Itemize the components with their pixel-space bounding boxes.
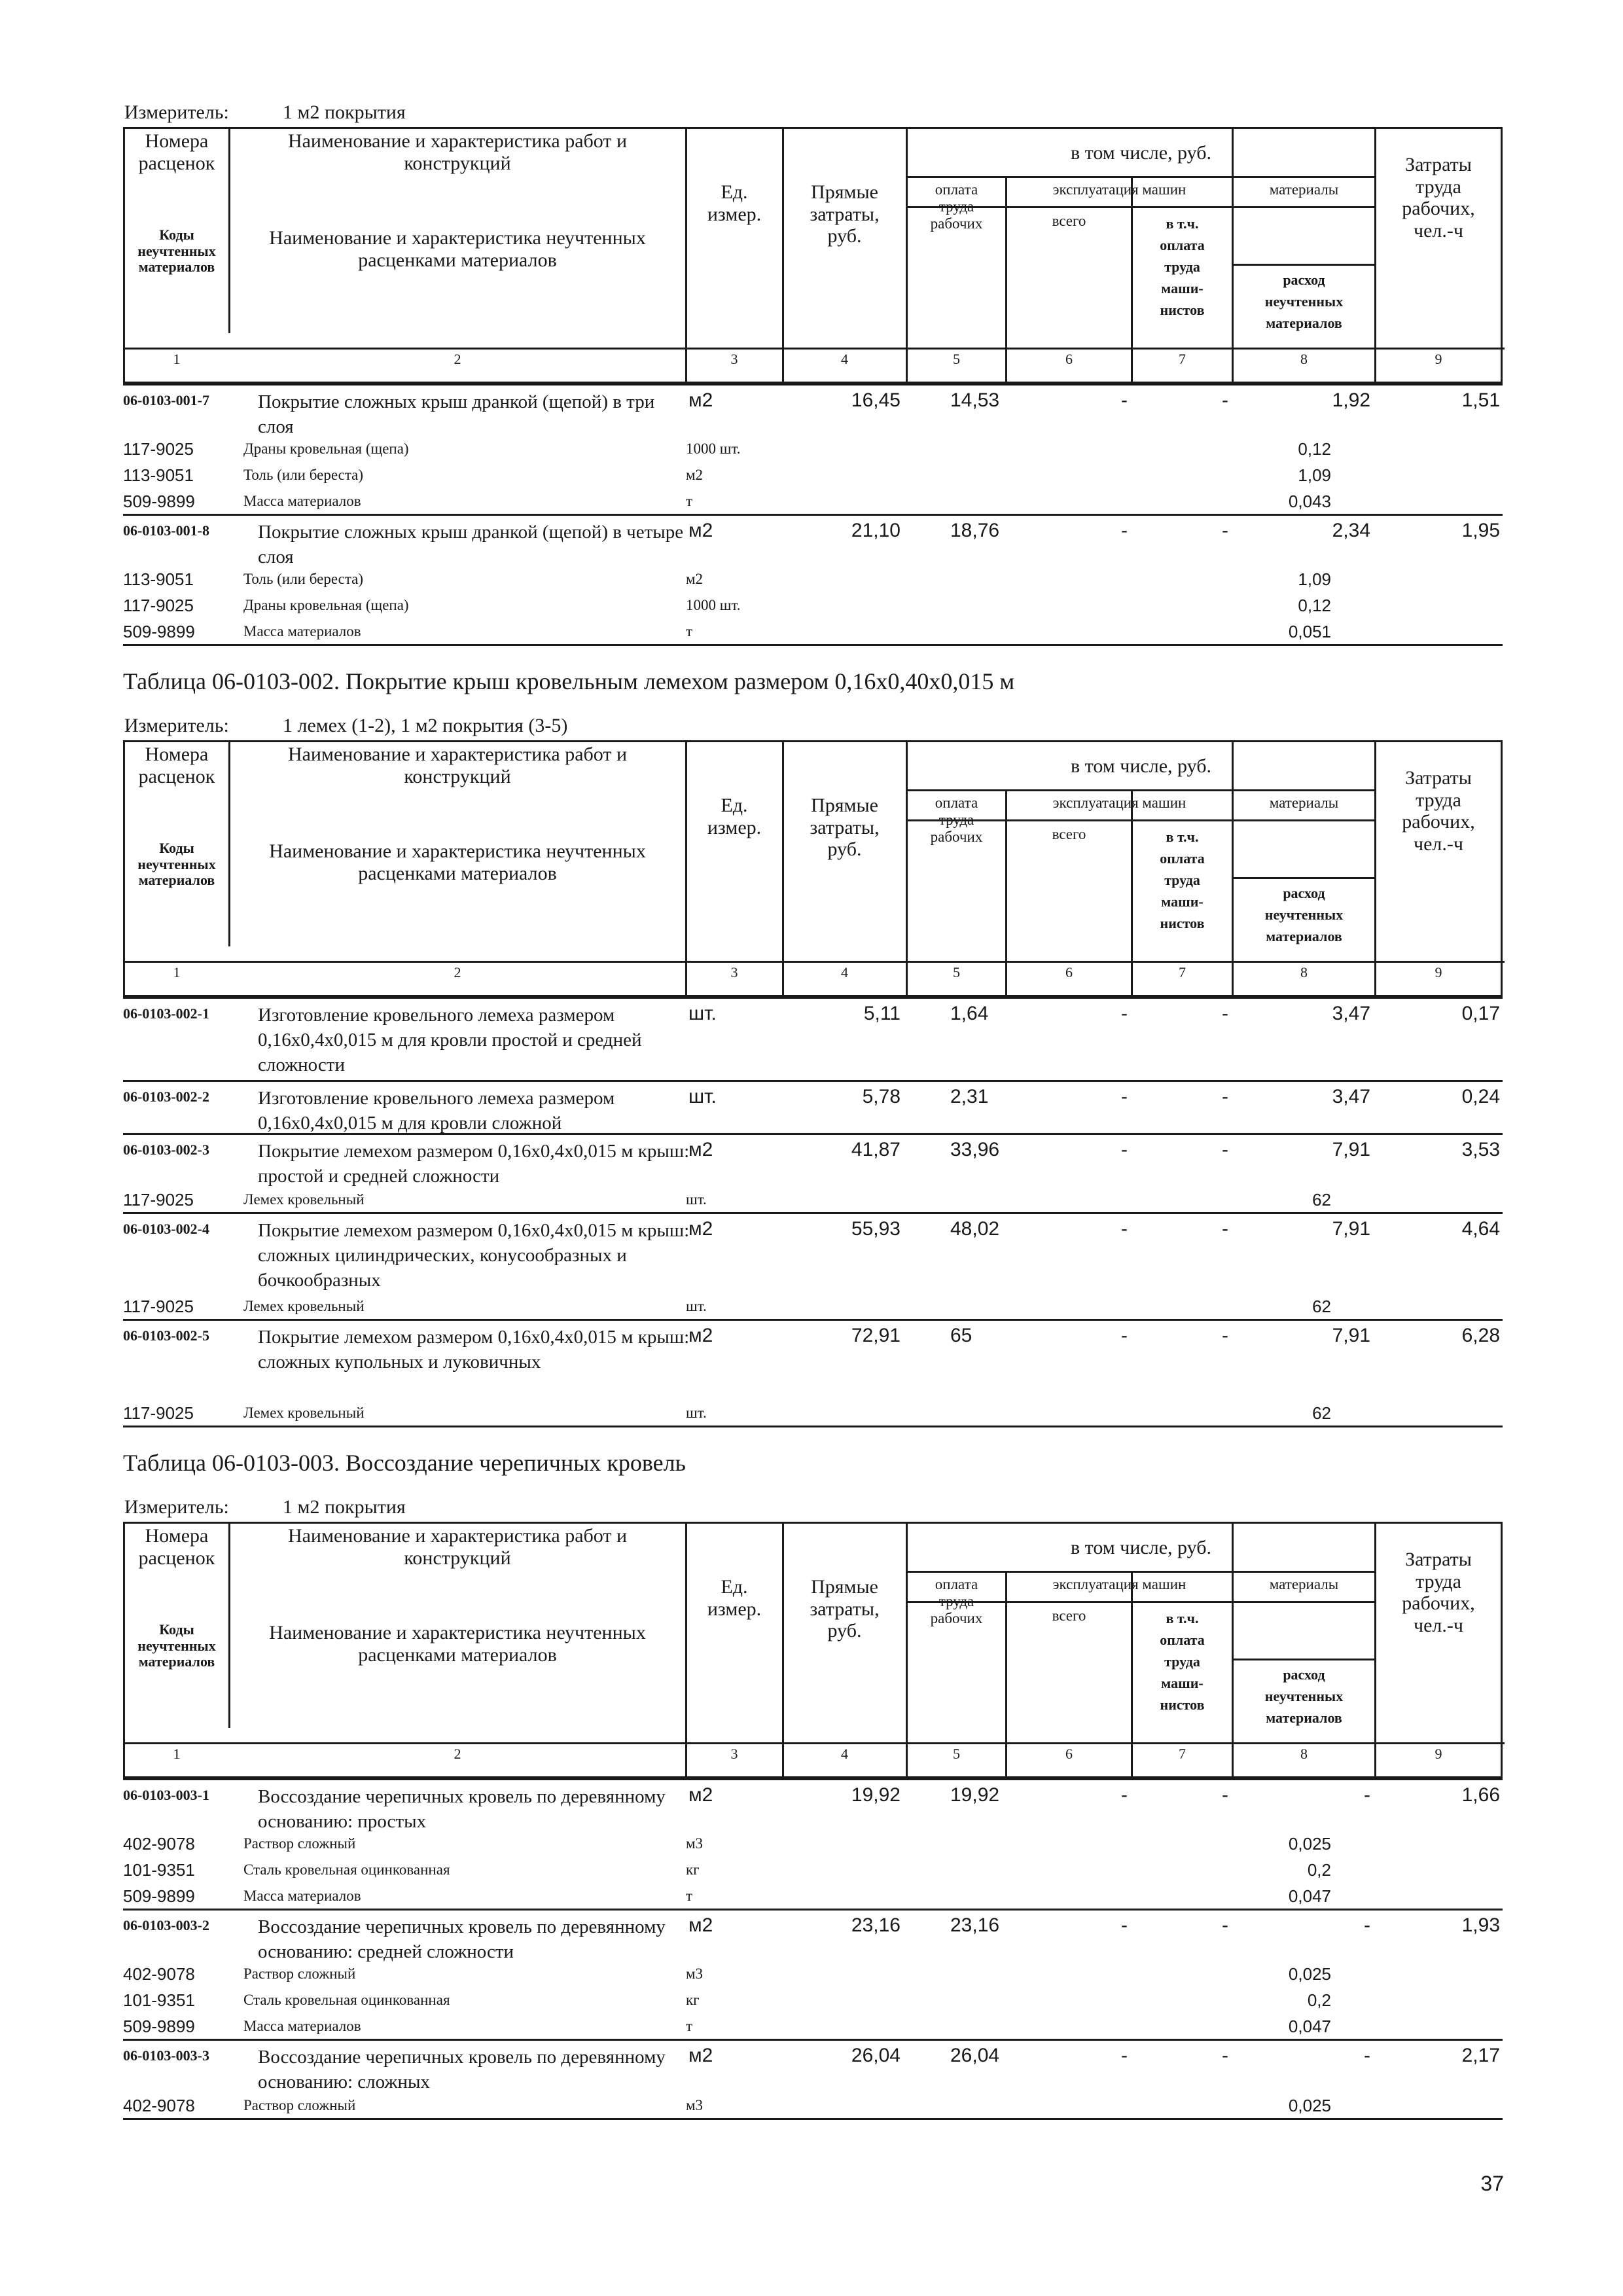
row-mach-wages: -: [1222, 1784, 1228, 1806]
table-section-1: [123, 98, 1504, 646]
table-header: [123, 1522, 1503, 1778]
mat-name: Драны кровельная (щепа): [243, 440, 409, 457]
row-mach-total: -: [1121, 1325, 1128, 1346]
hdr-including: в том числе, руб.: [1070, 1537, 1211, 1558]
mat-code: 509-9899: [123, 492, 195, 511]
hdr-num-4: 4: [841, 1746, 848, 1762]
row-direct: 23,16: [851, 1914, 901, 1936]
hdr-num-5: 5: [953, 351, 960, 367]
list-item: [123, 1882, 1503, 1909]
mat-code: 509-9899: [123, 1886, 195, 1906]
hdr-unit: Ед. измер.: [707, 1576, 762, 1620]
row-wages: 23,16: [950, 1914, 1000, 1936]
row-direct: 19,92: [851, 1784, 901, 1806]
hdr-num-2: 2: [454, 964, 461, 980]
hdr-num-6: 6: [1065, 351, 1073, 367]
hdr-num-2: 2: [454, 351, 461, 367]
row-wages: 14,53: [950, 389, 1000, 411]
hdr-num-7: 7: [1179, 964, 1186, 980]
row-code: 06-0103-001-7: [123, 392, 209, 408]
mat-unit: м3: [686, 1965, 704, 1982]
mat-amount: 0,12: [1298, 596, 1331, 615]
mat-unit: т: [686, 623, 693, 639]
mat-amount: 1,09: [1298, 569, 1331, 589]
mat-code: 402-9078: [123, 1834, 195, 1854]
meter-value: 1 м2 покрытия: [283, 1496, 406, 1518]
hdr-labor: Затраты труда рабочих, чел.-ч: [1402, 154, 1475, 242]
row-direct: 16,45: [851, 389, 901, 411]
hdr-machines: эксплуатация машин: [1052, 1576, 1186, 1592]
hdr-machines-total: всего: [1052, 1607, 1086, 1624]
mat-unit: 1000 шт.: [686, 597, 741, 613]
table-header: [123, 127, 1503, 384]
hdr-direct: Прямые затраты, руб.: [810, 1576, 880, 1642]
meter-line: [123, 98, 1504, 127]
mat-name: Раствор сложный: [243, 1835, 356, 1852]
hdr-num-1: 1: [173, 1746, 181, 1762]
table-title: Таблица 06-0103-002. Покрытие крыш кровельным лемехом размером 0,16х0,40х0,015 м: [123, 668, 1015, 694]
row-name: Изготовление кровельного лемеха размером 0,16х0,4х0,015 м для кровли сложной: [258, 1088, 615, 1134]
table-title: Таблица 06-0103-003. Воссоздание черепичных кровель: [123, 1450, 686, 1476]
row-code: 06-0103-001-8: [123, 522, 209, 539]
table-end-line: [123, 2118, 1503, 2120]
list-item: [123, 592, 1503, 618]
row-direct: 55,93: [851, 1218, 901, 1240]
row-wages: 19,92: [950, 1784, 1000, 1806]
hdr-num-4: 4: [841, 351, 848, 367]
row-mach-wages: -: [1222, 520, 1228, 541]
hdr-num-3: 3: [730, 351, 738, 367]
row-name: Покрытие лемехом размером 0,16х0,4х0,015 м крыш: простой и средней сложности: [258, 1141, 690, 1187]
row-direct: 21,10: [851, 520, 901, 541]
hdr-name-works: Наименование и характеристика работ и конструкций: [287, 744, 628, 787]
hdr-wages: оплата труда рабочих: [930, 181, 983, 232]
row-mach-wages: -: [1222, 2045, 1228, 2066]
mat-code: 113-9051: [123, 465, 194, 485]
row-labor: 1,66: [1461, 1784, 1500, 1806]
mat-name: Масса материалов: [243, 623, 361, 639]
row-materials: -: [1364, 1914, 1370, 1936]
mat-name: Масса материалов: [243, 2018, 361, 2034]
hdr-codes: Коды неучтенных материалов: [137, 226, 216, 276]
row-mach-total: -: [1121, 389, 1128, 411]
row-labor: 6,28: [1461, 1325, 1500, 1346]
row-name: Воссоздание черепичных кровель по деревянному основанию: сложных: [258, 2047, 666, 2092]
hdr-name-works: Наименование и характеристика работ и конструкций: [287, 130, 628, 174]
hdr-machines-total: всего: [1052, 213, 1086, 229]
mat-unit: м2: [686, 467, 704, 483]
row-mach-wages: -: [1222, 1914, 1228, 1936]
mat-amount: 0,047: [1288, 1886, 1331, 1906]
hdr-machines-total: всего: [1052, 826, 1086, 842]
mat-name: Раствор сложный: [243, 1965, 356, 1982]
mat-name: Толь (или береста): [243, 467, 364, 483]
mat-amount: 0,2: [1307, 1860, 1331, 1880]
list-item: [123, 1960, 1503, 1986]
mat-code: 402-9078: [123, 2096, 195, 2115]
row-mach-total: -: [1121, 1218, 1128, 1240]
mat-amount: 0,025: [1288, 2096, 1331, 2115]
list-item: [123, 1399, 1503, 1426]
hdr-num-7: 7: [1179, 1746, 1186, 1762]
list-item: [123, 2092, 1503, 2118]
hdr-labor: Затраты труда рабочих, чел.-ч: [1402, 767, 1475, 855]
row-labor: 1,93: [1461, 1914, 1500, 1936]
hdr-num-3: 3: [730, 964, 738, 980]
mat-unit: м2: [686, 571, 704, 587]
list-item: [123, 1830, 1503, 1856]
hdr-unit: Ед. измер.: [707, 795, 762, 838]
hdr-numbers: Номера расценок: [138, 130, 215, 174]
mat-code: 402-9078: [123, 1964, 195, 1984]
row-labor: 2,17: [1461, 2045, 1500, 2066]
hdr-numbers: Номера расценок: [138, 1525, 215, 1569]
row-unit: м2: [688, 1914, 713, 1936]
hdr-direct: Прямые затраты, руб.: [810, 795, 880, 861]
table-row: [123, 1080, 1503, 1133]
mat-amount: 0,025: [1288, 1834, 1331, 1854]
mat-name: Лемех кровельный: [243, 1405, 365, 1421]
table-section-2: [123, 663, 1504, 1427]
row-unit: шт.: [688, 1086, 717, 1107]
row-wages: 1,64: [950, 1003, 989, 1024]
page-number: 37: [1480, 2172, 1504, 2195]
row-name: Покрытие сложных крыш дранкой (щепой) в четыре слоя: [258, 522, 684, 567]
mat-unit: м3: [686, 2097, 704, 2113]
mat-unit: кг: [686, 1992, 700, 2008]
mat-name: Лемех кровельный: [243, 1298, 365, 1314]
hdr-num-8: 8: [1300, 1746, 1308, 1762]
hdr-materials-unaccounted: расход неучтенных материалов: [1264, 272, 1344, 331]
mat-code: 117-9025: [123, 1190, 194, 1210]
list-item: [123, 565, 1503, 592]
hdr-num-7: 7: [1179, 351, 1186, 367]
row-mach-wages: -: [1222, 1218, 1228, 1240]
row-mach-total: -: [1121, 2045, 1128, 2066]
mat-amount: 62: [1312, 1403, 1331, 1423]
hdr-num-5: 5: [953, 964, 960, 980]
list-item: [123, 2013, 1503, 2039]
row-mach-wages: -: [1222, 1325, 1228, 1346]
mat-unit: т: [686, 493, 693, 509]
table-section-3: [123, 1444, 1504, 2120]
row-direct: 41,87: [851, 1139, 901, 1160]
hdr-num-1: 1: [173, 351, 181, 367]
row-direct: 5,78: [862, 1086, 901, 1107]
mat-name: Драны кровельная (щепа): [243, 597, 409, 613]
list-item: [123, 1856, 1503, 1882]
table-row: [123, 384, 1503, 435]
hdr-codes: Коды неучтенных материалов: [137, 840, 216, 889]
hdr-num-9: 9: [1435, 964, 1442, 980]
row-code: 06-0103-002-4: [123, 1221, 209, 1237]
row-name: Изготовление кровельного лемеха размером 0,16х0,4х0,015 м для кровли простой и средней сложности: [258, 1005, 642, 1075]
mat-unit: м3: [686, 1835, 704, 1852]
row-direct: 72,91: [851, 1325, 901, 1346]
row-labor: 4,64: [1461, 1218, 1500, 1240]
row-mach-total: -: [1121, 1086, 1128, 1107]
list-item: [123, 435, 1503, 461]
row-name: Покрытие сложных крыш дранкой (щепой) в три слоя: [258, 391, 655, 437]
mat-code: 509-9899: [123, 622, 195, 641]
hdr-labor: Затраты труда рабочих, чел.-ч: [1402, 1549, 1475, 1636]
mat-amount: 0,043: [1288, 492, 1331, 511]
mat-amount: 62: [1312, 1190, 1331, 1210]
mat-unit: шт.: [686, 1298, 707, 1314]
table-row: [123, 1212, 1503, 1293]
row-labor: 1,51: [1461, 389, 1500, 411]
mat-name: Лемех кровельный: [243, 1191, 365, 1208]
mat-name: Масса материалов: [243, 1888, 361, 1904]
mat-code: 101-9351: [123, 1860, 195, 1880]
row-name: Покрытие лемехом размером 0,16х0,4х0,015 м крыш: сложных цилиндрических, конусообразных и бочкообразных: [258, 1220, 690, 1291]
row-labor: 1,95: [1461, 520, 1500, 541]
row-unit: шт.: [688, 1003, 717, 1024]
mat-amount: 0,12: [1298, 439, 1331, 459]
row-direct: 26,04: [851, 2045, 901, 2066]
table-end-line: [123, 1426, 1503, 1427]
hdr-materials: материалы: [1269, 1576, 1339, 1592]
hdr-num-6: 6: [1065, 1746, 1073, 1762]
list-item: [123, 1186, 1503, 1212]
mat-unit: шт.: [686, 1191, 707, 1208]
row-name: Покрытие лемехом размером 0,16х0,4х0,015 м крыш: сложных купольных и луковичных: [258, 1327, 690, 1372]
hdr-num-3: 3: [730, 1746, 738, 1762]
list-item: [123, 618, 1503, 644]
table-row: [123, 2039, 1503, 2092]
hdr-codes: Коды неучтенных материалов: [137, 1621, 216, 1670]
row-unit: м2: [688, 520, 713, 541]
row-unit: м2: [688, 1139, 713, 1160]
row-materials: 3,47: [1332, 1086, 1370, 1107]
row-wages: 26,04: [950, 2045, 1000, 2066]
hdr-materials-unaccounted: расход неучтенных материалов: [1264, 885, 1344, 944]
hdr-machines: эксплуатация машин: [1052, 795, 1186, 811]
row-unit: м2: [688, 1325, 713, 1346]
mat-unit: т: [686, 1888, 693, 1904]
hdr-num-6: 6: [1065, 964, 1073, 980]
mat-amount: 0,2: [1307, 1990, 1331, 2010]
meter-value: 1 лемех (1-2), 1 м2 покрытия (3-5): [283, 715, 568, 736]
mat-amount: 0,047: [1288, 2017, 1331, 2036]
hdr-direct: Прямые затраты, руб.: [810, 181, 880, 247]
row-wages: 2,31: [950, 1086, 989, 1107]
row-mach-total: -: [1121, 1139, 1128, 1160]
meter-line: [123, 1493, 1504, 1522]
hdr-name-works: Наименование и характеристика работ и конструкций: [287, 1525, 628, 1569]
list-item: [123, 1986, 1503, 2013]
hdr-unit: Ед. измер.: [707, 181, 762, 225]
hdr-num-4: 4: [841, 964, 848, 980]
table-row: [123, 997, 1503, 1080]
hdr-numbers: Номера расценок: [138, 744, 215, 787]
mat-name: Толь (или береста): [243, 571, 364, 587]
mat-amount: 0,051: [1288, 622, 1331, 641]
row-unit: м2: [688, 389, 713, 411]
hdr-wages: оплата труда рабочих: [930, 1576, 983, 1626]
list-item: [123, 488, 1503, 514]
mat-code: 101-9351: [123, 1990, 195, 2010]
mat-unit: 1000 шт.: [686, 440, 741, 457]
table-row: [123, 514, 1503, 565]
row-materials: 3,47: [1332, 1003, 1370, 1024]
table-row: [123, 1319, 1503, 1399]
hdr-including: в том числе, руб.: [1070, 142, 1211, 164]
table-header: [123, 740, 1503, 997]
hdr-name-materials: Наименование и характеристика неучтенных расценками материалов: [269, 840, 646, 884]
hdr-machines-wages: в т.ч. оплата труда маши-нистов: [1160, 215, 1205, 318]
row-labor: 0,24: [1461, 1086, 1500, 1107]
hdr-including: в том числе, руб.: [1070, 755, 1211, 777]
row-direct: 5,11: [863, 1003, 901, 1024]
table-row: [123, 1133, 1503, 1186]
hdr-num-9: 9: [1435, 351, 1442, 367]
row-materials: 7,91: [1332, 1218, 1370, 1240]
row-code: 06-0103-002-3: [123, 1141, 209, 1158]
hdr-num-9: 9: [1435, 1746, 1442, 1762]
mat-name: Раствор сложный: [243, 2097, 356, 2113]
row-mach-total: -: [1121, 1003, 1128, 1024]
row-code: 06-0103-002-5: [123, 1327, 209, 1344]
hdr-machines-wages: в т.ч. оплата труда маши-нистов: [1160, 829, 1205, 931]
row-mach-wages: -: [1222, 1139, 1228, 1160]
row-mach-total: -: [1121, 520, 1128, 541]
meter-label: Измеритель:: [124, 101, 229, 123]
row-wages: 33,96: [950, 1139, 1000, 1160]
mat-amount: 0,025: [1288, 1964, 1331, 1984]
hdr-wages: оплата труда рабочих: [930, 795, 983, 845]
row-materials: -: [1364, 2045, 1370, 2066]
row-mach-total: -: [1121, 1784, 1128, 1806]
hdr-num-8: 8: [1300, 351, 1308, 367]
row-wages: 48,02: [950, 1218, 1000, 1240]
table-row: [123, 1778, 1503, 1830]
mat-code: 117-9025: [123, 1403, 194, 1423]
mat-code: 509-9899: [123, 2017, 195, 2036]
row-name: Воссоздание черепичных кровель по деревянному основанию: средней сложности: [258, 1916, 666, 1962]
hdr-materials-unaccounted: расход неучтенных материалов: [1264, 1666, 1344, 1726]
mat-code: 117-9025: [123, 596, 194, 615]
mat-unit: шт.: [686, 1405, 707, 1421]
hdr-num-5: 5: [953, 1746, 960, 1762]
mat-code: 117-9025: [123, 439, 194, 459]
mat-amount: 1,09: [1298, 465, 1331, 485]
meter-line: [123, 711, 1504, 740]
hdr-materials: материалы: [1269, 795, 1339, 811]
row-code: 06-0103-003-2: [123, 1917, 209, 1933]
row-wages: 65: [950, 1325, 972, 1346]
meter-value: 1 м2 покрытия: [283, 101, 406, 123]
row-materials: -: [1364, 1784, 1370, 1806]
mat-unit: кг: [686, 1861, 700, 1878]
row-code: 06-0103-003-3: [123, 2047, 209, 2064]
row-code: 06-0103-002-2: [123, 1088, 209, 1105]
row-wages: 18,76: [950, 520, 1000, 541]
mat-name: Масса материалов: [243, 493, 361, 509]
row-code: 06-0103-002-1: [123, 1005, 209, 1022]
row-labor: 3,53: [1461, 1139, 1500, 1160]
hdr-num-2: 2: [454, 1746, 461, 1762]
hdr-num-1: 1: [173, 964, 181, 980]
row-mach-wages: -: [1222, 1086, 1228, 1107]
hdr-num-8: 8: [1300, 964, 1308, 980]
mat-name: Сталь кровельная оцинкованная: [243, 1992, 450, 2008]
mat-amount: 62: [1312, 1297, 1331, 1316]
row-mach-total: -: [1121, 1914, 1128, 1936]
row-materials: 7,91: [1332, 1325, 1370, 1346]
row-mach-wages: -: [1222, 389, 1228, 411]
mat-name: Сталь кровельная оцинкованная: [243, 1861, 450, 1878]
table-end-line: [123, 644, 1503, 646]
hdr-materials: материалы: [1269, 181, 1339, 198]
row-code: 06-0103-003-1: [123, 1787, 209, 1803]
row-materials: 2,34: [1332, 520, 1370, 541]
meter-label: Измеритель:: [124, 1496, 229, 1518]
row-labor: 0,17: [1461, 1003, 1500, 1024]
mat-code: 117-9025: [123, 1297, 194, 1316]
row-materials: 7,91: [1332, 1139, 1370, 1160]
mat-code: 113-9051: [123, 569, 194, 589]
hdr-machines: эксплуатация машин: [1052, 181, 1186, 198]
mat-unit: т: [686, 2018, 693, 2034]
table-row: [123, 1909, 1503, 1960]
row-mach-wages: -: [1222, 1003, 1228, 1024]
list-item: [123, 461, 1503, 488]
row-name: Воссоздание черепичных кровель по деревянному основанию: простых: [258, 1786, 666, 1832]
row-materials: 1,92: [1332, 389, 1370, 411]
hdr-machines-wages: в т.ч. оплата труда маши-нистов: [1160, 1610, 1205, 1713]
meter-label: Измеритель:: [124, 715, 229, 736]
list-item: [123, 1293, 1503, 1319]
hdr-name-materials: Наименование и характеристика неучтенных расценками материалов: [269, 227, 646, 271]
hdr-name-materials: Наименование и характеристика неучтенных расценками материалов: [269, 1622, 646, 1666]
row-unit: м2: [688, 2045, 713, 2066]
row-unit: м2: [688, 1784, 713, 1806]
row-unit: м2: [688, 1218, 713, 1240]
document-page: [123, 98, 1504, 2120]
